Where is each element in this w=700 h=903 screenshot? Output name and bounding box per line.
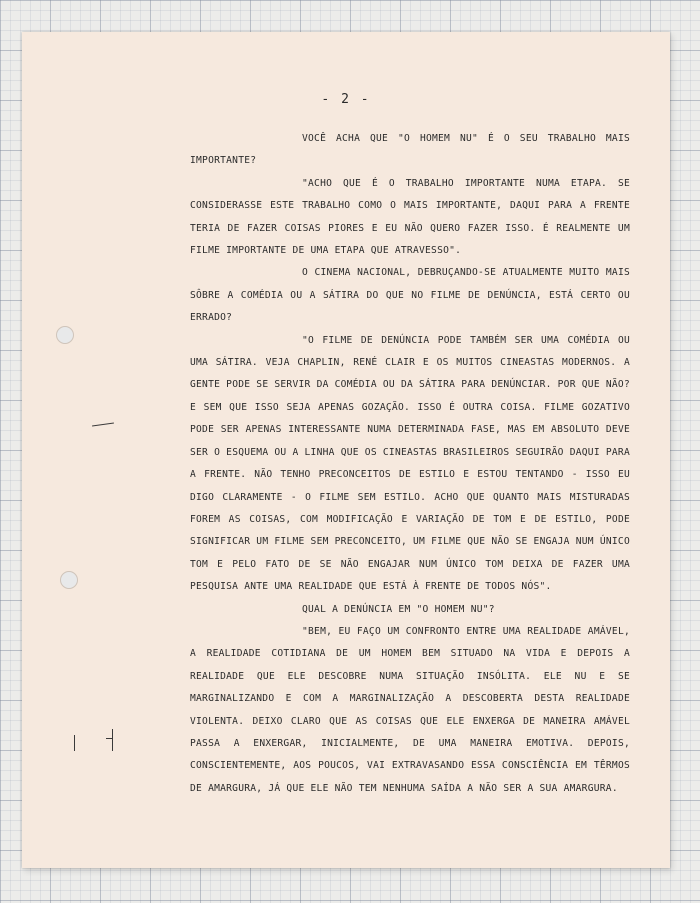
paragraph: "BEM, EU FAÇO UM CONFRONTO ENTRE UMA REALIDADE AMÁVEL, A REALIDADE COTIDIANA DE UM HOMEM BEM SITUADO NA VIDA E DEPOIS A REALIDADE QUE ELE DESCOBRE NUMA SITUAÇÃO INSÓLITA. ELE NU E SE MARGINALIZANDO E COM A MARGINALIZAÇÃO A DESCOBERTA DESTA REALIDADE VIOLENTA. DEIXO CLARO QUE AS COISAS QUE ELE ENXERGA DE MANEIRA AMÁVEL PASSA A ENXERGAR, INICIALMENTE, DE UMA MANEIRA EMOTIVA. DEPOIS, CONSCIENTEMENTE, AOS POUCOS, VAI EXTRAVASANDO ESSA CONSCIÊNCIA EM TÊRMOS DE AMARGURA, JÁ QUE ELE NÃO TEM NENHUMA SAÍDA A NÃO SER A SUA AMARGURA.	[190, 625, 630, 794]
page-number: - 2 -	[321, 92, 371, 107]
punch-hole-bottom	[60, 571, 78, 589]
paragraph: QUAL A DENÚNCIA EM "O HOMEM NU"?	[302, 603, 495, 615]
ink-mark	[106, 738, 112, 739]
paragraph: "ACHO QUE É O TRABALHO IMPORTANTE NUMA ETAPA. SE CONSIDERASSE ESTE TRABALHO COMO O MAIS IMPORTANTE, DAQUI PARA A FRENTE TERIA DE FAZER COISAS PIORES E EU NÃO QUERO FAZER ISSO. É REALMENTE UM FILME IMPORTANTE DE UMA ETAPA QUE ATRAVESSO".	[190, 177, 630, 257]
ink-mark	[92, 422, 114, 426]
paragraph: O CINEMA NACIONAL, DEBRUÇANDO-SE ATUALMENTE MUITO MAIS SÔBRE A COMÉDIA OU A SÁTIRA DO QUE NO FILME DE DENÚNCIA, ESTÁ CERTO OU ERRADO?	[190, 267, 630, 324]
paragraph: VOCÊ ACHA QUE "O HOMEM NU" É O SEU TRABALHO MAIS IMPORTANTE?	[190, 133, 630, 167]
punch-hole-top	[56, 326, 74, 344]
body-text	[190, 128, 630, 800]
ink-mark	[112, 729, 113, 751]
paragraph: "O FILME DE DENÚNCIA PODE TAMBÉM SER UMA COMÉDIA OU UMA SÁTIRA. VEJA CHAPLIN, RENÉ CLAIR E OS MUITOS CINEASTAS MODERNOS. A GENTE PODE SE SERVIR DA COMÉDIA OU DA SÁTIRA PARA DENÚNCIAR. POR QUE NÃO? E SEM QUE ISSO SEJA APENAS GOZAÇÃO. ISSO É OUTRA COISA. FILME GOZATIVO PODE SER APENAS INTERESSANTE NUMA DETERMINADA FASE, MAS EM ABSOLUTO DEVE SER O ESQUEMA OU A LINHA QUE OS CINEASTAS BRASILEIROS SEGUIRÃO DAQUI PARA A FRENTE. NÃO TENHO PRECONCEITOS DE ESTILO E ESTOU TENTANDO - ISSO EU DIGO CLARAMENTE - O FILME SEM ESTILO. ACHO QUE QUANTO MAIS MISTURADAS FOREM AS COISAS, COM MODIFICAÇÃO E VARIAÇÃO DE TOM E DE ESTILO, PODE SIGNIFICAR UM FILME SEM PRECONCEITO, UM FILME QUE NÃO SE ENGAJA NUM ÚNICO TOM E PELO FATO DE SE NÃO ENGAJAR NUM ÚNICO TOM DEIXA DE FAZER UMA PESQUISA ANTE UMA REALIDADE QUE ESTÁ À FRENTE DE TODOS NÓS".	[190, 334, 630, 593]
document-page	[22, 32, 670, 868]
ink-mark	[74, 735, 75, 751]
